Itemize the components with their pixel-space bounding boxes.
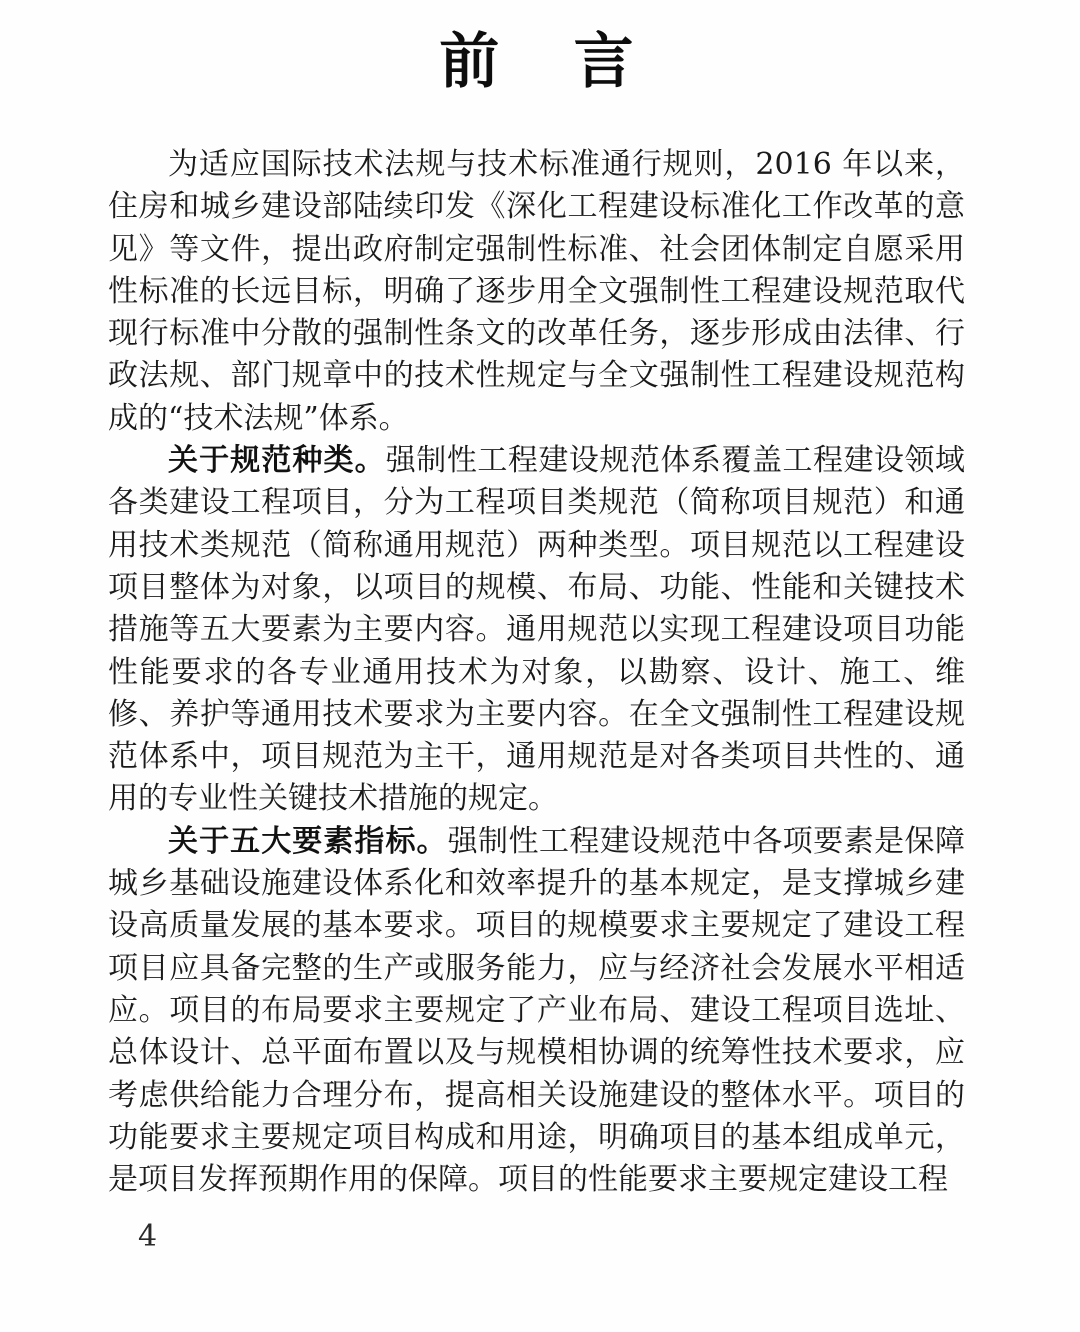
paragraph <box>108 821 965 1202</box>
paragraph <box>108 440 965 821</box>
preface-body <box>108 144 965 1201</box>
paragraph-text: 强制性工程建设规范中各项要素是保障城乡基础设施建设体系化和效率提升的基本规定，是支撑城乡建设高质量发展的基本要求。项目的规模要求主要规定了建设工程项目应具备完整的生产或服务能力，应与经济社会发展水平相适应。项目的布局要求主要规定了产业布局、建设工程项目选址、总体设计、总平面布置以及与规模相协调的统筹性技术要求，应考虑供给能力合理分布，提高相关设施建设的整体水平。项目的功能要求主要规定项目构成和用途，明确项目的基本组成单元，是项目发挥预期作用的保障。项目的性能要求主要规定建设工程 <box>108 823 965 1198</box>
page-number: 4 <box>138 1219 158 1255</box>
paragraph-text: 为适应国际技术法规与技术标准通行规则，2016 年以来，住房和城乡建设部陆续印发《深化工程建设标准化工作改革的意见》等文件，提出政府制定强制性标准、社会团体制定自愿采用性标准的长远目标，明确了逐步用全文强制性工程建设规范取代现行标准中分散的强制性条文的改革任务，逐步形成由法律、行政法规、部门规章中的技术性规定与全文强制性工程建设规范构成的“技术法规”体系。 <box>108 147 965 436</box>
paragraph-lead: 关于规范种类。 <box>168 443 386 479</box>
paragraph <box>108 144 965 440</box>
page-title: 前 言 <box>439 27 641 97</box>
paragraph-text: 强制性工程建设规范体系覆盖工程建设领域各类建设工程项目，分为工程项目类规范（简称项目规范）和通用技术类规范（简称通用规范）两种类型。项目规范以工程建设项目整体为对象，以项目的规模、布局、功能、性能和关键技术措施等五大要素为主要内容。通用规范以实现工程建设项目功能性能要求的各专业通用技术为对象，以勘察、设计、施工、维修、养护等通用技术要求为主要内容。在全文强制性工程建设规范体系中，项目规范为主干，通用规范是对各类项目共性的、通用的专业性关键技术措施的规定。 <box>108 443 966 817</box>
paragraph-lead: 关于五大要素指标。 <box>168 823 448 859</box>
page-footer <box>138 1219 1080 1254</box>
